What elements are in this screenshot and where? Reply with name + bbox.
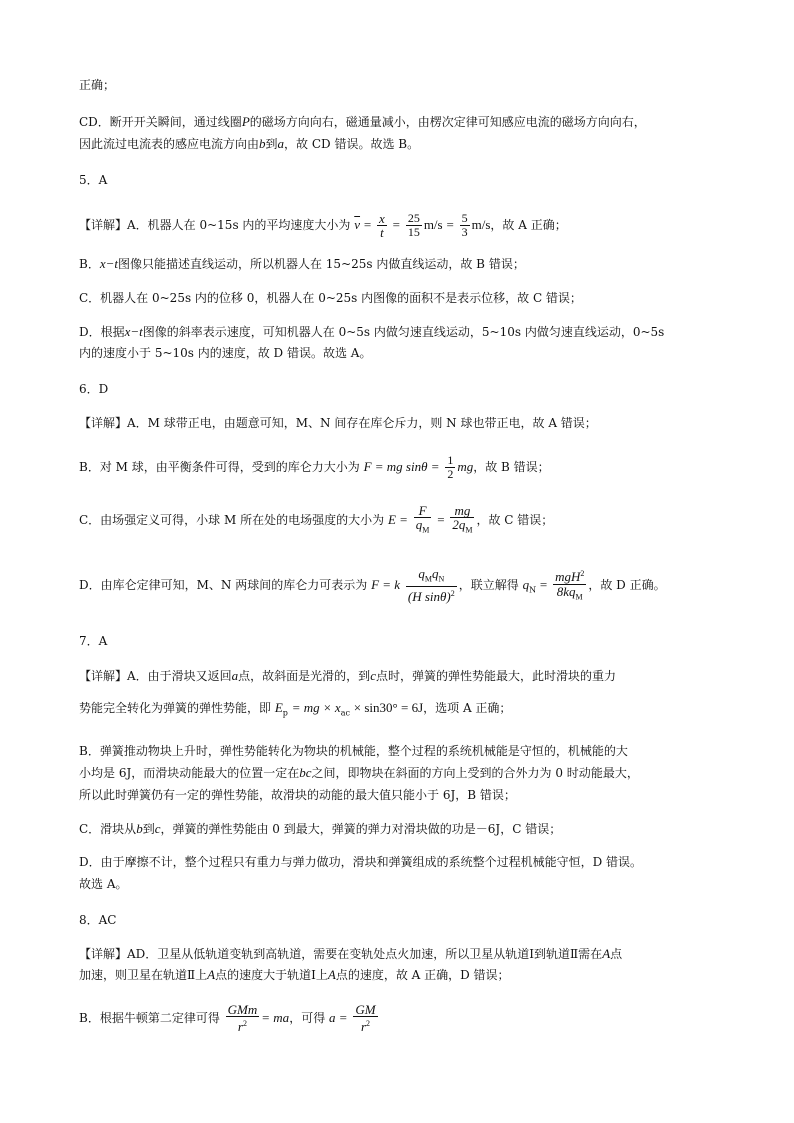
numerator: 5 (461, 211, 468, 225)
formula: m/s (423, 217, 443, 232)
denominator (353, 1017, 377, 1034)
fraction (353, 1003, 377, 1034)
formula: N (529, 585, 537, 595)
denominator: t (380, 225, 384, 240)
text: 【详解】A．机器人在 0~15s 内的平均速度大小为 (79, 218, 351, 232)
denominator (450, 518, 474, 536)
text: ，弹簧的弹性势能由 0 到最大，弹簧的弹力对滑块做的功是－6J，C 错误； (160, 822, 562, 836)
formula: = (446, 217, 454, 232)
text: ，故 CD 错误。故选 B。 (284, 137, 420, 151)
fraction (445, 454, 455, 481)
text: 点的速度大于轨道Ⅰ上 (215, 968, 328, 982)
formula: M (424, 574, 432, 584)
formula: m/s (471, 217, 491, 232)
formula: (H sinθ) (407, 588, 451, 604)
fraction (226, 1003, 260, 1034)
formula: a = (329, 1010, 348, 1025)
numerator: F (414, 504, 432, 518)
text: 点，故斜面是光滑的，到 (238, 669, 371, 683)
numerator: GMm (227, 1002, 258, 1017)
text-line (79, 563, 666, 612)
formula: 2 (450, 588, 455, 598)
formula: p (282, 708, 288, 718)
text: 之间，即物块在斜面的方向上受到的合外力为 0 时动能最大， (311, 766, 639, 780)
fraction (450, 504, 474, 536)
text: D．由于摩擦不计，整个过程只有重力与弹力做功，滑块和弹簧组成的系统整个过程机械能守恒，D 错误。 (79, 855, 643, 869)
text: 势能完全转化为弹簧的弹性势能，即 (79, 701, 272, 715)
text: 【详解】AD．卫星从低轨道变轨到高轨道，需要在变轨处点火加速，所以卫星从轨道Ⅰ到轨道Ⅱ需在 (79, 947, 603, 961)
text-line (79, 205, 567, 245)
formula: M (575, 592, 583, 602)
text-line (79, 998, 380, 1038)
text-line (79, 743, 628, 759)
numerator: 1 (447, 453, 454, 467)
denominator (414, 518, 432, 536)
text: ，故 A 正确； (490, 218, 567, 232)
question-number (79, 912, 116, 928)
var: c (370, 668, 376, 683)
text-line (79, 700, 511, 721)
var: A (207, 967, 216, 982)
formula: F = k (371, 577, 401, 592)
formula: r (237, 1019, 243, 1034)
text: 图像的斜率表示速度，可知机器人在 0~5s 内做匀速直线运动，5~10s 内做匀速直线运动，0~5s (142, 325, 665, 339)
text: 内的速度小于 5~10s 内的速度，故 D 错误。故选 A。 (79, 346, 372, 360)
text-line (79, 854, 642, 870)
var: b (259, 136, 266, 151)
formula: ac (340, 708, 350, 718)
formula: 8kq (556, 584, 576, 600)
text: 故选 A。 (79, 877, 128, 891)
text: ，可得 (289, 1011, 326, 1025)
text: 正确； (79, 78, 116, 92)
formula: = mg × x (291, 700, 341, 715)
fraction (406, 567, 457, 603)
text-line (79, 876, 127, 892)
denominator: 2 (447, 467, 454, 481)
var: A (327, 967, 336, 982)
text: 图像只能描述直线运动，所以机器人在 15~25s 内做直线运动，故 B 错误； (117, 257, 525, 271)
text: 小均是 6J，而滑块动能最大的位置一定在 (79, 766, 300, 780)
formula: = (392, 217, 400, 232)
text: 5．A (79, 173, 108, 187)
numerator: GM (355, 1002, 376, 1017)
text-line (79, 114, 646, 130)
formula: M (465, 525, 473, 535)
text: CD．断开开关瞬间，通过线圈 (79, 115, 242, 129)
text: 加速，则卫星在轨道Ⅱ上 (79, 968, 208, 982)
text: D．由库仑定律可知，M、N 两球间的库仑力可表示为 (79, 578, 368, 592)
fraction (460, 212, 470, 239)
formula: mgH (555, 569, 581, 585)
text: B．弹簧推动物块上升时，弹性势能转化为物块的机械能，整个过程的系统机械能是守恒的，机械能的大 (79, 744, 628, 758)
formula: E = (387, 512, 408, 527)
text-line (79, 345, 371, 361)
text: B．对 M 球，由平衡条件可得，受到的库仑力大小为 (79, 460, 360, 474)
denominator: 3 (461, 225, 468, 239)
formula: q (431, 566, 439, 582)
numerator: 25 (407, 211, 420, 225)
question-number (79, 381, 108, 397)
numerator (553, 567, 586, 585)
numerator: mg (450, 504, 474, 518)
question-number (79, 172, 107, 188)
var: x−t (99, 256, 118, 271)
text: 所以此时弹簧仍有一定的弹性势能，故滑块的动能的最大值只能小于 6J，B 错误； (79, 788, 516, 802)
formula: 2 (580, 569, 585, 579)
text: 点的速度，故 A 正确，D 错误； (335, 968, 510, 982)
var: c (154, 821, 161, 836)
text-line (79, 415, 597, 431)
text: 点时，弹簧的弹性势能最大，此时滑块的重力 (375, 669, 616, 683)
formula: r (360, 1019, 367, 1034)
text-line (79, 256, 525, 272)
formula: 2q (452, 517, 466, 533)
text: 因此流过电流表的感应电流方向由 (79, 137, 260, 151)
formula: = (539, 577, 548, 592)
formula: 2 (366, 1019, 371, 1028)
text: 【详解】A．由于滑块又返回 (79, 669, 232, 683)
var: P (241, 114, 250, 129)
formula: q (418, 566, 425, 582)
formula: F = mg sinθ = (363, 459, 440, 474)
numerator (406, 567, 457, 586)
var: b (136, 821, 143, 836)
text-line (79, 324, 664, 340)
numerator: x (379, 211, 385, 226)
text: ，联立解得 (458, 578, 519, 592)
var: A (602, 946, 611, 961)
fraction (414, 504, 432, 536)
formula: × sin30° = 6J (353, 700, 424, 715)
text-line (79, 787, 516, 803)
text: 的磁场方向向右，磁通量减小，由楞次定律可知感应电流的磁场方向向右， (249, 115, 646, 129)
text: 7．A (79, 634, 108, 648)
question-number (79, 633, 107, 649)
text-line (79, 765, 639, 781)
var: a (231, 668, 239, 683)
formula: = ma (261, 1010, 290, 1025)
fraction (377, 212, 387, 239)
text-line (79, 290, 582, 306)
text: 6．D (79, 382, 109, 396)
formula: mg (457, 459, 474, 474)
denominator: 15 (407, 225, 420, 239)
formula: E (274, 700, 283, 715)
formula: q (522, 577, 530, 592)
formula: = (363, 217, 372, 232)
text-line (79, 946, 622, 962)
text-line (79, 447, 550, 487)
text-line (79, 136, 419, 152)
text: 8．AC (79, 913, 117, 927)
fraction (406, 212, 422, 239)
text: B．根据牛顿第二定律可得 (79, 1011, 220, 1025)
text: ，故 C 错误； (476, 513, 554, 527)
text-line (79, 821, 561, 837)
var: bc (299, 765, 312, 780)
var: a (277, 136, 285, 151)
denominator (553, 585, 586, 603)
text: C．机器人在 0~25s 内的位移 0，机器人在 0~25s 内图像的面积不是表示位移，故 C 错误； (79, 291, 582, 305)
formula: $\overline{v}$ (354, 217, 361, 232)
var: x−t (124, 324, 143, 339)
text: D．根据 (79, 325, 125, 339)
text: 【详解】A．M 球带正电，由题意可知，M、N 间存在库仑斥力，则 N 球也带正电，故 A 错误； (79, 416, 597, 430)
text: 点 (610, 947, 623, 961)
denominator (226, 1017, 260, 1034)
text-line (79, 668, 616, 684)
fraction (553, 567, 586, 603)
text: ，故 B 错误； (473, 460, 550, 474)
text: 到 (142, 822, 155, 836)
text: ，故 D 正确。 (588, 578, 666, 592)
text: C．滑块从 (79, 822, 137, 836)
formula: M (422, 525, 430, 535)
denominator (406, 587, 457, 604)
text: B． (79, 257, 100, 271)
text-line (79, 77, 115, 93)
text: C．由场强定义可得，小球 M 所在处的电场强度的大小为 (79, 513, 385, 527)
formula: N (438, 574, 445, 584)
text-line (79, 967, 510, 983)
text: ，选项 A 正确； (423, 701, 512, 715)
formula: = (437, 512, 445, 527)
text-line (79, 500, 553, 540)
formula: 2 (242, 1019, 247, 1028)
text: 到 (265, 137, 278, 151)
formula: q (415, 517, 423, 533)
